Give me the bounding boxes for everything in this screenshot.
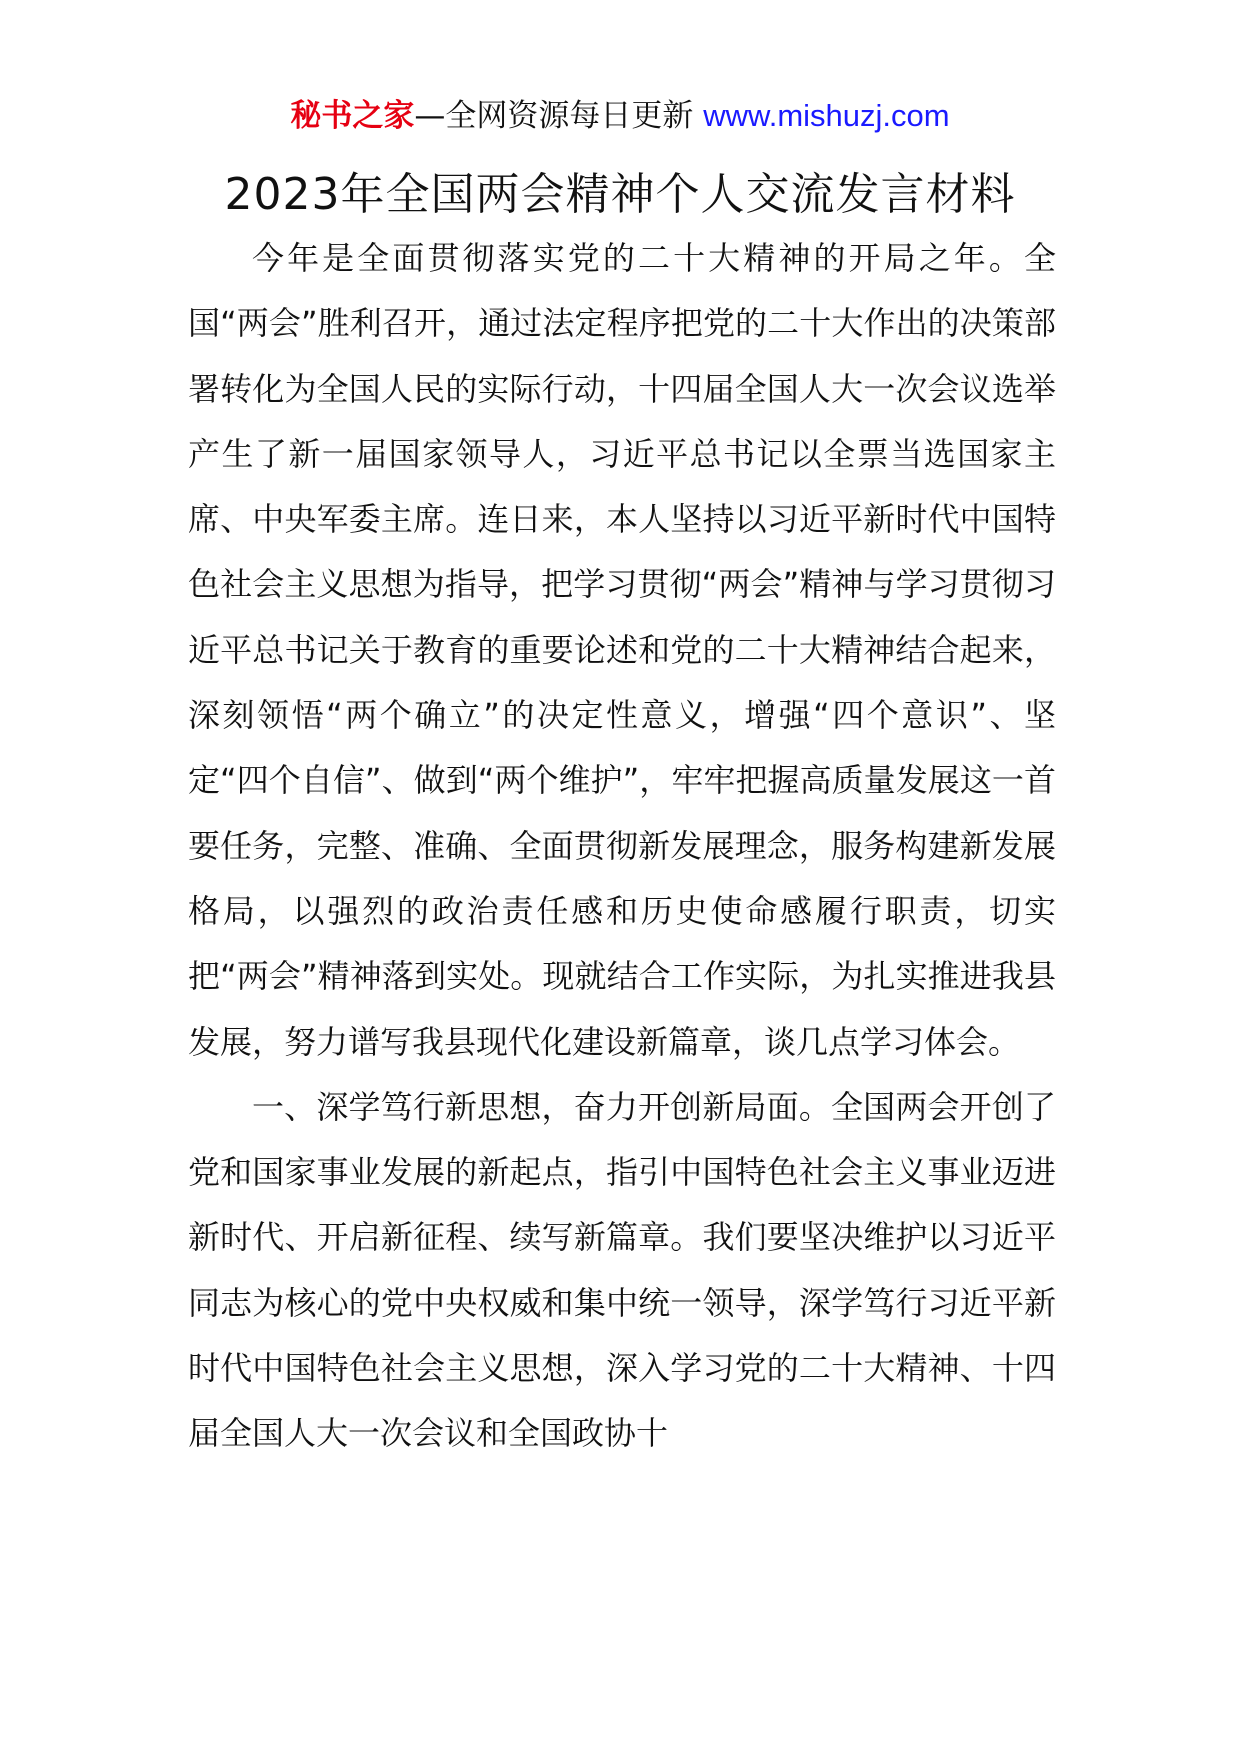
- document-body: [188, 226, 1056, 1467]
- site-url[interactable]: www.mishuzj.com: [703, 98, 950, 133]
- paragraph-intro: 今年是全面贯彻落实党的二十大精神的开局之年。全国“两会”胜利召开，通过法定程序把党的二十大作出的决策部署转化为全国人民的实际行动，十四届全国人大一次会议选举产生了新一届国家领导人，习近平总书记以全票当选国家主席、中央军委主席。连日来，本人坚持以习近平新时代中国特色社会主义思想为指导，把学习贯彻“两会”精神与学习贯彻习近平总书记关于教育的重要论述和党的二十大精神结合起来，深刻领悟“两个确立”的决定性意义，增强“四个意识”、坚定“四个自信”、做到“两个维护”，牢牢把握高质量发展这一首要任务，完整、准确、全面贯彻新发展理念，服务构建新发展格局，以强烈的政治责任感和历史使命感履行职责，切实把“两会”精神落到实处。现就结合工作实际，为扎实推进我县发展，努力谱写我县现代化建设新篇章，谈几点学习体会。: [188, 239, 1056, 1061]
- site-name: 秘书之家: [290, 98, 415, 134]
- site-header: [0, 96, 1240, 136]
- document-title: 2023年全国两会精神个人交流发言材料: [224, 169, 1016, 220]
- site-tagline: —全网资源每日更新: [414, 98, 694, 134]
- paragraph-section-one: 一、深学笃行新思想，奋力开创新局面。全国两会开创了党和国家事业发展的新起点，指引中国特色社会主义事业迈进新时代、开启新征程、续写新篇章。我们要坚决维护以习近平同志为核心的党中央权威和集中统一领导，深学笃行习近平新时代中国特色社会主义思想，深入学习党的二十大精神、十四届全国人大一次会议和全国政协十: [188, 1087, 1056, 1453]
